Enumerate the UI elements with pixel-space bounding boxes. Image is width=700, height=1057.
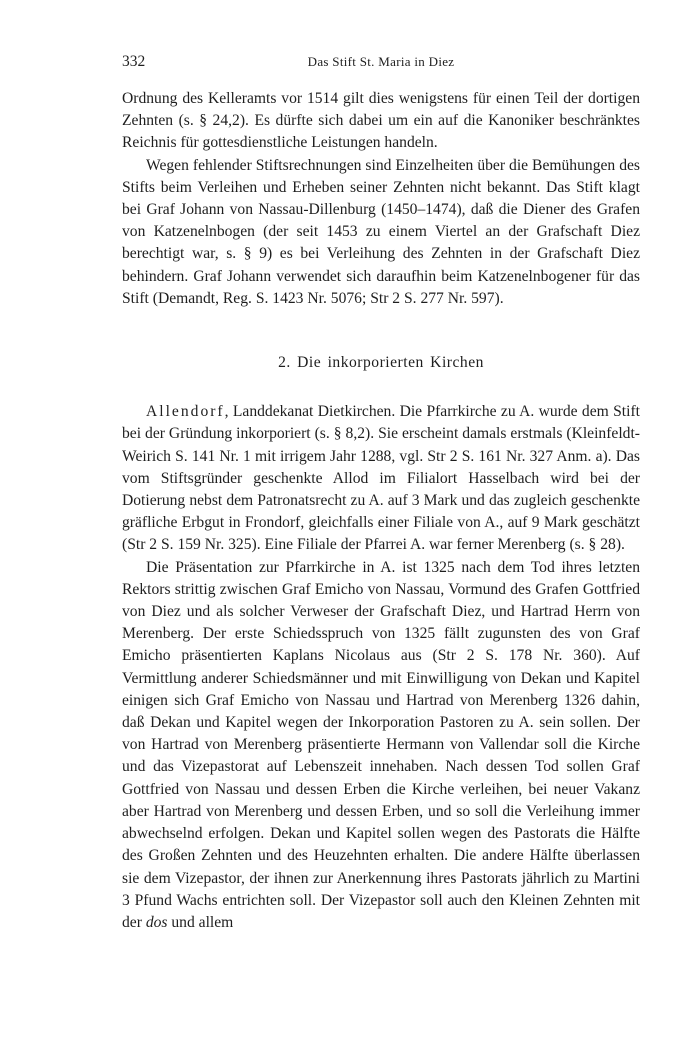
paragraph-stiftsrechnungen: Wegen fehlender Stiftsrechnungen sind Einzelheiten über die Bemühungen des Stifts beim Verleihen und Erheben seiner Zehnten nicht bekannt. Das Stift klagt bei Graf Johann von Nassau-Dillenburg (1450–1474), daß die Diener des Grafen von Katzenelnbogen (der seit 1453 zu einem Viertel an der Grafschaft Diez berechtigt war, s. § 9) es bei Verleihung des Zehnten in der Grafschaft Diez behindern. Graf Johann verwendet sich daraufhin beim Katzenelnbogener für das Stift (Demandt, Reg. S. 1423 Nr. 5076; Str 2 S. 277 Nr. 597). — [122, 156, 640, 307]
page-number: 332 — [122, 53, 146, 70]
paragraph-allendorf-text: , Landdekanat Dietkirchen. Die Pfarrkirche zu A. wurde dem Stift bei der Gründung inkorporiert (s. § 8,2). Sie erscheint damals erstmals (Kleinfeldt-Weirich S. 141 Nr. 1 mit irrigem Jahr 1288, vgl. Str 2 S. 161 Nr. 327 Anm. a). Das vom Stiftsgründer geschenkte Allod im Filialort Hasselbach wird bei der Dotierung nebst dem Patronatsrecht zu A. auf 3 Mark und das zugleich geschenkte gräfliche Erbgut in Frondorf, gleichfalls einer Filiale von A., auf 9 Mark geschätzt (Str 2 S. 159 Nr. 325). Eine Filiale der Pfarrei A. war ferner Merenberg (s. § 28). — [122, 403, 640, 554]
paragraph-allendorf — [122, 401, 640, 556]
italic-term-dos: dos — [145, 913, 168, 931]
running-head — [122, 53, 640, 73]
body-text — [122, 88, 640, 934]
paragraph-kelleramt: Ordnung des Kelleramts vor 1514 gilt dies wenigstens für einen Teil der dortigen Zehnten (s. § 24,2). Es dürfte sich dabei um ein auf die Kanoniker beschränktes Reichnis für gottesdienstliche Leistungen handeln. — [122, 90, 640, 152]
paragraph-praesentation-text: Die Präsentation zur Pfarrkirche in A. ist 1325 nach dem Tod ihres letzten Rektors strittig zwischen Graf Emicho von Nassau, Vormund des Grafen Gottfried von Diez und als solcher Verweser der Grafschaft Diez, und Hartrad Herrn von Merenberg. Der erste Schiedsspruch von 1325 fällt zugunsten des von Graf Emicho präsentierten Kaplans Nicolaus aus (Str 2 S. 178 Nr. 360). Auf Vermittlung anderer Schiedsmänner und mit Einwilligung von Dekan und Kapitel einigen sich Graf Emicho von Nassau und Hartrad von Merenberg 1326 dahin, daß Dekan und Kapitel wegen der Inkorporation Pastoren zu A. sein sollen. Der von Hartrad von Merenberg präsentierte Hermann von Vallendar soll die Kirche und das Vizepastorat auf Lebenszeit innehaben. Nach dessen Tod sollen Graf Gottfried von Nassau und dessen Erben die Kirche verleihen, bei neuer Vakanz aber Hartrad von Merenberg und dessen Erben, und so soll die Verleihung immer abwechselnd erfolgen. Dekan und Kapitel sollen wegen des Pastorats die Hälfte des Großen Zehnten und des Heuzehnten erhalten. Die andere Hälfte überlassen sie dem Vizepastor, der ihnen zur Anerkennung ihres Pastorats jährlich zu Martini 3 Pfund Wachs entrichten soll. Der Vizepastor soll auch den Kleinen Zehnten mit der — [122, 558, 640, 931]
place-name-allendorf: Allendorf — [146, 403, 225, 421]
paragraph-praesentation-end: und allem — [167, 913, 234, 931]
running-title: Das Stift St. Maria in Diez — [307, 54, 455, 69]
section-heading: 2. Die inkorporierten Kirchen — [278, 354, 484, 372]
paragraph-praesentation — [122, 557, 640, 934]
